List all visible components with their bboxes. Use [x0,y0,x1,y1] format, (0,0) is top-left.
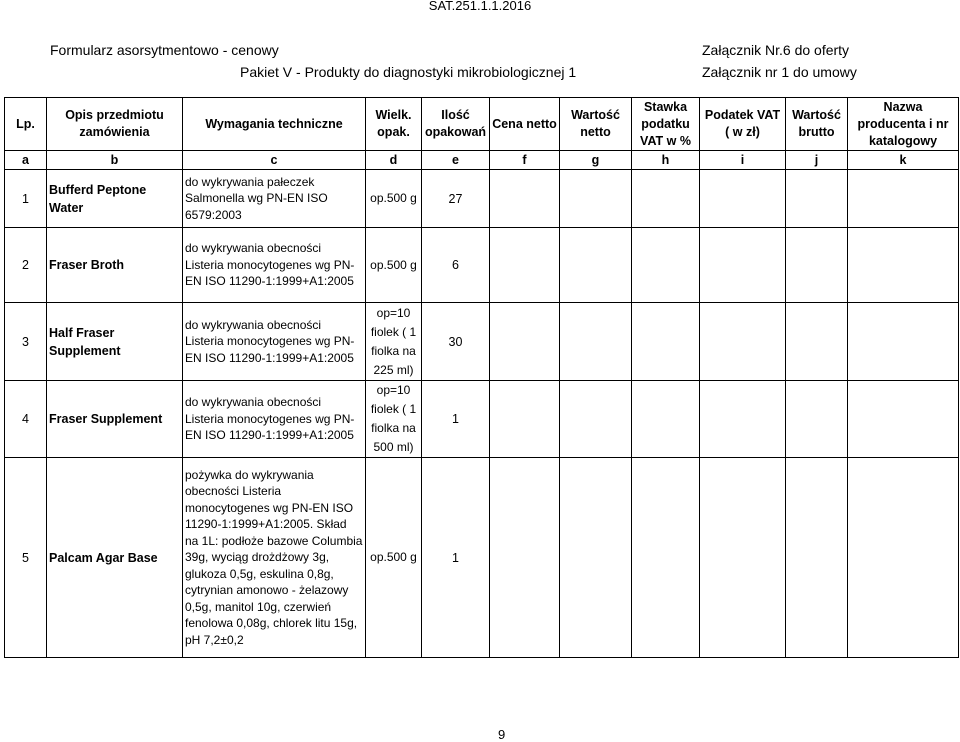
net-value-cell[interactable] [560,303,632,381]
column-letter: h [632,151,700,170]
net-value-cell[interactable] [560,381,632,458]
product-name: Half Fraser Supplement [47,303,183,381]
col-header-net-price: Cena netto [490,98,560,151]
table-header-row [5,98,959,151]
column-letter: e [422,151,490,170]
manufacturer-cell[interactable] [848,170,959,228]
net-value-cell[interactable] [560,458,632,658]
vat-rate-cell[interactable] [632,228,700,303]
technical-requirements: do wykrywania obecności Listeria monocytogenes wg PN-EN ISO 11290-1:1999+A1:2005 [183,303,366,381]
column-letter: f [490,151,560,170]
table-row [5,381,959,458]
col-header-pack-size: Wielk. opak. [366,98,422,151]
pack-size: op=10 fiolek ( 1 fiolka na 225 ml) [366,303,422,381]
pack-size: op.500 g [366,228,422,303]
manufacturer-cell[interactable] [848,458,959,658]
gross-value-cell[interactable] [786,228,848,303]
vat-rate-cell[interactable] [632,303,700,381]
technical-requirements: do wykrywania obecności Listeria monocytogenes wg PN-EN ISO 11290-1:1999+A1:2005 [183,381,366,458]
product-name: Palcam Agar Base [47,458,183,658]
col-header-gross-value: Wartość brutto [786,98,848,151]
attachment-offer-label: Załącznik Nr.6 do oferty [702,42,850,58]
column-letter: b [47,151,183,170]
column-letter: i [700,151,786,170]
col-header-lp: Lp. [5,98,47,151]
column-letter: j [786,151,848,170]
col-header-pack-count: Ilość opakowań [422,98,490,151]
package-title: Pakiet V - Produkty do diagnostyki mikrobiologicznej 1 [240,64,577,80]
col-header-requirements: Wymagania techniczne [183,98,366,151]
row-number: 4 [5,381,47,458]
gross-value-cell[interactable] [786,458,848,658]
pack-size: op.500 g [366,458,422,658]
vat-rate-cell[interactable] [632,170,700,228]
table-row [5,228,959,303]
col-header-vat-rate: Stawka podatku VAT w % [632,98,700,151]
column-letter: g [560,151,632,170]
gross-value-cell[interactable] [786,170,848,228]
attachment-contract-label: Załącznik nr 1 do umowy [702,64,857,80]
net-price-cell[interactable] [490,458,560,658]
col-header-vat-amount: Podatek VAT ( w zł) [700,98,786,151]
product-name: Fraser Broth [47,228,183,303]
pack-size: op.500 g [366,170,422,228]
price-form-table [4,97,959,658]
table-row [5,458,959,658]
net-price-cell[interactable] [490,381,560,458]
net-price-cell[interactable] [490,170,560,228]
pack-quantity: 27 [422,170,490,228]
col-header-net-value: Wartość netto [560,98,632,151]
row-number: 5 [5,458,47,658]
pack-quantity: 1 [422,458,490,658]
row-number: 2 [5,228,47,303]
column-letter: d [366,151,422,170]
vat-amount-cell[interactable] [700,303,786,381]
column-letter: a [5,151,47,170]
technical-requirements: do wykrywania pałeczek Salmonella wg PN-EN ISO 6579:2003 [183,170,366,228]
gross-value-cell[interactable] [786,381,848,458]
vat-rate-cell[interactable] [632,381,700,458]
col-header-description: Opis przedmiotu zamówienia [47,98,183,151]
net-price-cell[interactable] [490,228,560,303]
row-number: 3 [5,303,47,381]
manufacturer-cell[interactable] [848,228,959,303]
document-reference: SAT.251.1.1.2016 [428,0,532,13]
pack-quantity: 30 [422,303,490,381]
vat-amount-cell[interactable] [700,170,786,228]
product-name: Bufferd Peptone Water [47,170,183,228]
pack-size: op=10 fiolek ( 1 fiolka na 500 ml) [366,381,422,458]
vat-amount-cell[interactable] [700,458,786,658]
manufacturer-cell[interactable] [848,303,959,381]
col-header-manufacturer: Nazwa producenta i nr katalogowy [848,98,959,151]
product-name: Fraser Supplement [47,381,183,458]
vat-rate-cell[interactable] [632,458,700,658]
vat-amount-cell[interactable] [700,381,786,458]
manufacturer-cell[interactable] [848,381,959,458]
technical-requirements: pożywka do wykrywania obecności Listeria monocytogenes wg PN-EN ISO 11290-1:1999+A1:2005. Skład na 1L: podłoże bazowe Columbia 39g, wyciąg drożdżowy 3g, glukoza 0,5g, eskulina 0,8g, cytrynian amonowo - żelazowy 0,5g, manitol 10g, czerwień fenolowa 0,08g, chlorek litu 15g, pH 7,2±0,2 [183,458,366,658]
page-number: 9 [498,727,506,742]
pack-quantity: 1 [422,381,490,458]
net-price-cell[interactable] [490,303,560,381]
column-letters-row [5,151,959,170]
column-letter: c [183,151,366,170]
table-row [5,170,959,228]
gross-value-cell[interactable] [786,303,848,381]
row-number: 1 [5,170,47,228]
net-value-cell[interactable] [560,228,632,303]
table-row [5,303,959,381]
column-letter: k [848,151,959,170]
net-value-cell[interactable] [560,170,632,228]
technical-requirements: do wykrywania obecności Listeria monocytogenes wg PN-EN ISO 11290-1:1999+A1:2005 [183,228,366,303]
form-title: Formularz asorsytmentowo - cenowy [50,42,279,58]
vat-amount-cell[interactable] [700,228,786,303]
pack-quantity: 6 [422,228,490,303]
